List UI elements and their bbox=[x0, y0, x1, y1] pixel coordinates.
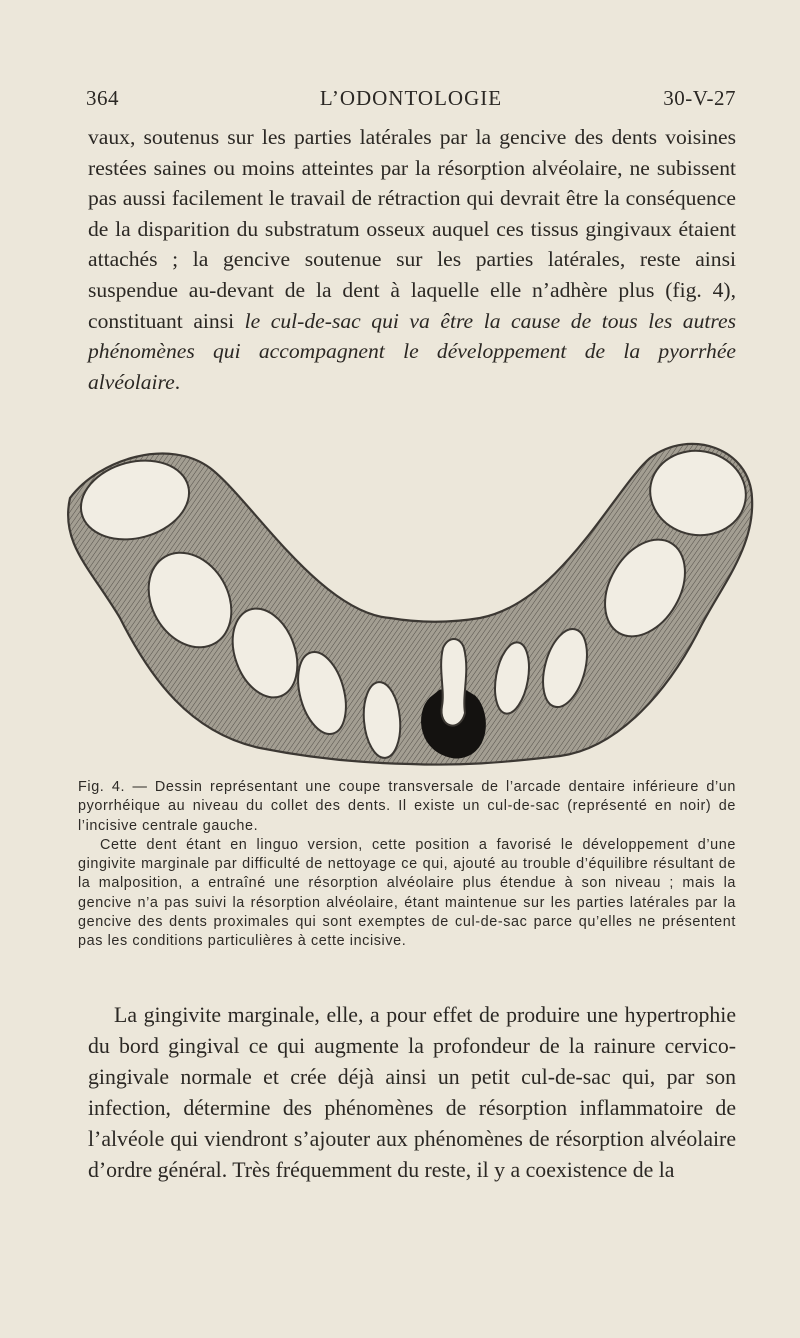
page-number: 364 bbox=[86, 86, 119, 110]
issue-date: 30-V-27 bbox=[663, 86, 736, 110]
body-paragraph-bottom: La gingivite marginale, elle, a pour effet de produire une hypertrophie du bord gingival ce qui augmente la profondeur de la rainure cervico-gingivale normale et crée déjà ainsi un petit cul-de-sac qui, par son infection, détermine des phénomènes de résorption inflammatoire de l’alvéole qui viendront s’ajouter aux phénomènes de résorption alvéolaire d’ordre général. Très fréquemment du reste, il y a coexistence de la bbox=[88, 1003, 736, 1182]
body-paragraph-top bbox=[88, 122, 736, 397]
journal-title: L’ODONTOLOGIE bbox=[319, 86, 503, 110]
figure-caption bbox=[78, 778, 736, 952]
italic-emphasis: le cul-de-sac qui va être la cause de tous les autres phénomènes qui accompagnent le développement de la pyorrhée alvéolaire bbox=[88, 308, 736, 394]
figure-dental-arch bbox=[60, 428, 760, 776]
caption-explanation: Cette dent étant en linguo version, cette position a favorisé le développement d’une gingivite marginale par difficulté de nettoyage ce qui, ajouté au trouble d’équilibre résultant de la malposition, a entraîné une résorption alvéolaire plus étendue à son niveau ; mais la gencive n’a pas suivi la résorption alvéolaire, étant maintenue sur les parties latérales par la gencive des dents proximales qui sont exemptes de cul-de-sac parce qu’elles ne présentent pas les conditions particulières à cette incisive. bbox=[78, 836, 736, 950]
running-header bbox=[86, 86, 736, 114]
socket-left-central-incisor bbox=[441, 639, 466, 726]
caption-title: Fig. 4. — Dessin représentant une coupe transversale de l’arcade dentaire inférieure d’un pyorrhéique au niveau du collet des dents. Il existe un cul-de-sac (représenté en noir) de l’incisive centrale gauche. bbox=[78, 779, 736, 834]
body-text: vaux, soutenus sur les parties latérales par la gencive des dents voisines restées saines ou moins atteintes par la résorption alvéolaire, ne subissent pas aussi facilement le travail de rétraction qui devrait être la conséquence de la disparition du substratum osseux auquel ces tissus gingivaux étaient attachés ; la gencive soutenue sur les parties latérales, reste ainsi suspendue au-devant de la dent à laquelle elle n’adhère plus (fig. 4), constituant ainsi bbox=[88, 125, 736, 333]
dental-arch-illustration bbox=[60, 428, 760, 776]
sentence-end: . bbox=[174, 369, 181, 394]
